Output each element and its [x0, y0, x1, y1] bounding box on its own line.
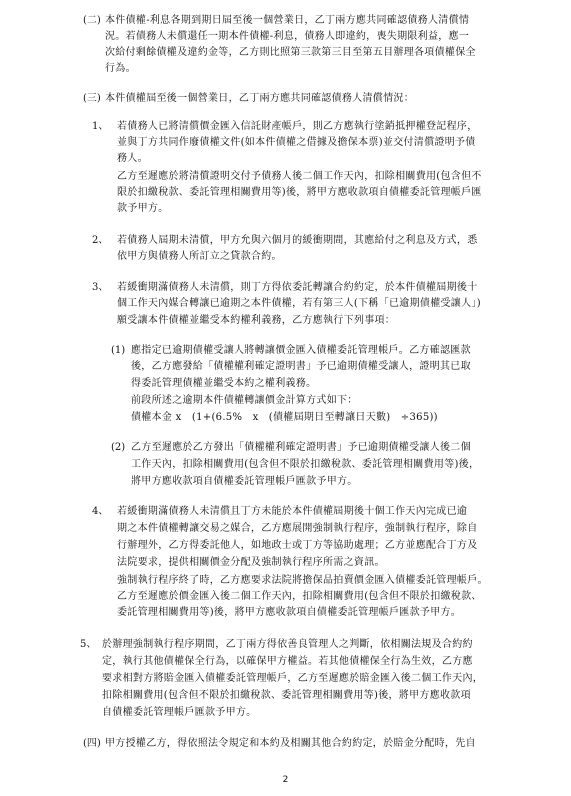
item-3-line: 願受讓本件債權並繼受本約權利義務，乙方應執行下列事項： — [117, 315, 396, 326]
item-5-line: 於辦理強制執行程序期間，乙丁兩方得依善良管理人之判斷，依相關法規及合約約 — [102, 639, 473, 650]
clause-2-marker: (二) — [83, 15, 101, 26]
sub-1-line: 應指定已逾期債權受讓人將轉讓價金匯入債權委託管理帳戶。乙方確認匯款 — [131, 345, 471, 356]
clause-2-line: 況。若債務人未償還任一期本件債權-利息，債務人即違約，喪失期限利益，應一 — [105, 31, 470, 42]
item-2-marker: 2、 — [92, 235, 109, 246]
clause-2-line: 本件債權-利息各期到期日屆至後一個營業日，乙丁兩方應共同確認債務人清償情 — [105, 15, 470, 26]
item-5-marker: 5、 — [80, 639, 97, 650]
clause-4-line: 甲方授權乙方，得依照法令規定和本約及相關其他合約約定，於賠金分配時，先自 — [105, 738, 476, 749]
item-4-line: 行辦理外，乙方得委託他人，如地政士或丁方等協助處理；乙方並應配合丁方及 — [117, 540, 478, 551]
item-4-line: 強制執行程序終了時，乙方應要求法院將擔保品拍賣價金匯入債權委託管理帳戶。 — [117, 575, 488, 586]
item-2-line: 依甲方與債務人所訂立之貸款合約。 — [117, 251, 282, 262]
item-3-line: 個工作天內媒合轉讓已逾期之本件債權，若有第三人(下稱「已逾期債權受讓人」) — [117, 298, 481, 309]
item-4-line: 法院要求，提供相關價金分配及強制執行程序所需之資訊。 — [117, 557, 385, 568]
item-1-line: 並與丁方共同作廢債權文件(如本件債權之借據及擔保本票)並交付清償證明予債 — [117, 137, 476, 148]
item-1-line: 務人。 — [117, 153, 148, 164]
clause-2-line: 行為。 — [105, 63, 136, 74]
sub-2-line: 將甲方應收款項自債權委託管理帳戶匯款予甲方。 — [131, 476, 358, 487]
sub-1-line: 前段所述之逾期本件債權轉讓價金計算方式如下： — [131, 395, 358, 406]
sub-2-line: 工作天內，扣除相關費用(包含但不限於扣繳稅款、委託管理相關費用等)後， — [131, 459, 480, 470]
sub-1-line: 後，乙方應發給「債權權利確定證明書」予已逾期債權受讓人，證明其已取 — [131, 361, 471, 372]
clause-2-line: 次給付剩餘債權及違約金等，乙方則比照第三款第三目至第五目辦理各項債權保全 — [105, 47, 476, 58]
item-1-line: 款予甲方。 — [117, 203, 169, 214]
item-1-line: 若債務人已將清償價金匯入信託財產帳戶，則乙方應執行塗銷抵押權登記程序， — [117, 121, 478, 132]
sub-2-line: 乙方至遲應於乙方發出「債權權利確定證明書」予已逾期債權受讓人後二個 — [131, 442, 471, 453]
sub-1-marker: (1) — [111, 345, 126, 356]
item-4-marker: 4、 — [92, 506, 109, 517]
clause-3-intro: 本件債權屆至後一個營業日，乙丁兩方應共同確認債務人清償情況： — [105, 93, 414, 104]
item-1-line: 限於扣繳稅款、委託管理相關費用等)後，將甲方應收款項自債權委託管理帳戶匯 — [117, 187, 482, 198]
sub-2-marker: (2) — [111, 442, 126, 453]
item-5-line: 扣除相關費用(包含但不限於扣繳稅款、委託管理相關費用等)後，將甲方應收款項 — [102, 690, 471, 701]
item-4-line: 委託管理相關費用等)後，將甲方應收款項自債權委託管理帳戶匯款予甲方。 — [117, 607, 462, 618]
item-1-marker: 1、 — [92, 121, 109, 132]
item-3-line: 若緩衝期滿債務人未清償，則丁方得依委託轉讓合約約定，於本件債權屆期後十 — [117, 282, 478, 293]
item-3-marker: 3、 — [92, 282, 109, 293]
item-5-line: 要求相對方將賠金匯入債權委託管理帳戶，乙方至遲應於賠金匯入後二個工作天內， — [102, 673, 484, 684]
sub-1-formula: 債權本金 x (1+(6.5% x (債權屆期日至轉讓日天數) ÷365)) — [131, 412, 438, 423]
item-4-line: 乙方至遲應於價金匯入後二個工作天內，扣除相關費用(包含但不限於扣繳稅款、 — [117, 591, 482, 602]
page-number: 2 — [282, 775, 289, 785]
sub-1-line: 得委託管理債權並繼受本約之權利義務。 — [131, 378, 317, 389]
item-1-line: 乙方至遲應於將清償證明交付予債務人後二個工作天內，扣除相關費用(包含但不 — [117, 171, 482, 182]
item-5-line: 定，執行其他債權保全行為，以確保甲方權益。若其他債權保全行為生效，乙方應 — [102, 656, 473, 667]
clause-4-marker: (四) — [83, 738, 101, 749]
item-4-line: 若緩衝期滿債務人未清償且丁方未能於本件債權屆期後十個工作天內完成已逾 — [117, 506, 468, 517]
item-5-line: 自債權委託管理帳戶匯款予甲方。 — [102, 707, 257, 718]
clause-3-marker: (三) — [83, 93, 101, 104]
item-4-line: 期之本件債權轉讓交易之媒合，乙方應展開強制執行程序，強制執行程序，除自 — [117, 523, 478, 534]
item-2-line: 若債務人屆期未清償，甲方允與六個月的緩衝期間，其應給付之利息及方式，悉 — [117, 235, 478, 246]
